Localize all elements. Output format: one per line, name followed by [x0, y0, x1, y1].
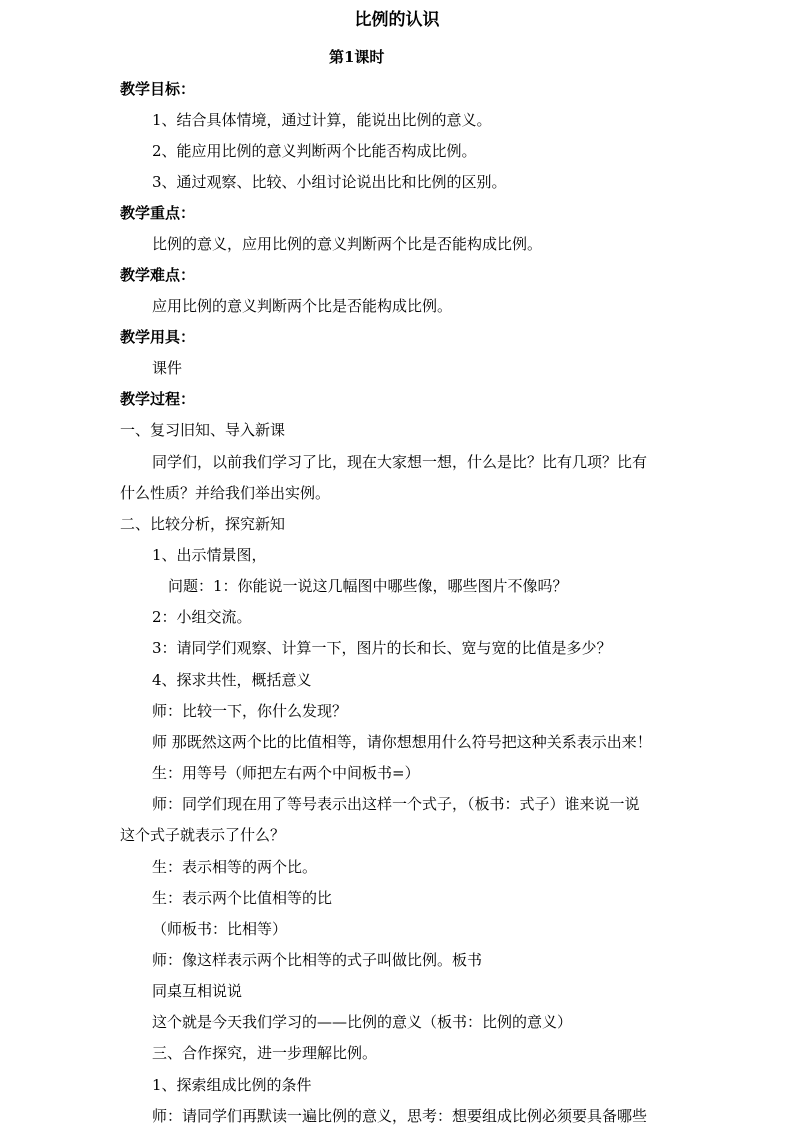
process-line: 师 那既然这两个比的比值相等，请你想想用什么符号把这种关系表示出来！	[152, 733, 652, 751]
process-line: 师：同学们现在用了等号表示出这样一个式子，（板书：式子）谁来说一说	[152, 795, 640, 813]
document-subtitle: 第1课时	[329, 48, 385, 66]
process-line: 什么性质？并给我们举出实例。	[120, 484, 331, 502]
process-line: 3：请同学们观察、计算一下，图片的长和长、宽与宽的比值是多少？	[152, 639, 612, 657]
process-line: 生：表示相等的两个比。	[152, 858, 318, 876]
process-line: 1、出示情景图，	[152, 546, 267, 564]
objectives-heading: 教学目标：	[120, 80, 196, 98]
process-line: 生：表示两个比值相等的比	[152, 889, 333, 907]
key-points-heading: 教学重点：	[120, 204, 196, 222]
process-line: （师板书：比相等）	[152, 920, 288, 938]
process-line: 二、比较分析，探究新知	[120, 515, 286, 533]
process-line: 同桌互相说说	[152, 982, 243, 1000]
document-title: 比例的认识	[354, 10, 440, 30]
process-line: 三、合作探究，进一步理解比例。	[152, 1044, 378, 1062]
objective-item: 3、通过观察、比较、小组讨论说出比和比例的区别。	[152, 173, 507, 191]
process-line: 这个式子就表示了什么？	[120, 826, 286, 844]
process-line: 同学们，以前我们学习了比，现在大家想一想，什么是比？比有几项？比有	[152, 453, 648, 471]
process-line: 师：比较一下，你什么发现？	[152, 702, 348, 720]
difficulties-heading: 教学难点：	[120, 266, 196, 284]
process-line: 1、探索组成比例的条件	[152, 1076, 312, 1094]
process-line: 这个就是今天我们学习的——比例的意义（板书：比例的意义）	[152, 1013, 573, 1031]
process-line: 4、探求共性，概括意义	[152, 671, 312, 689]
process-line: 2：小组交流。	[152, 608, 252, 626]
process-line: 生：用等号（师把左右两个中间板书=）	[152, 764, 420, 782]
process-line: 问题：1：你能说一说这几幅图中哪些像，哪些图片不像吗？	[168, 577, 568, 595]
objective-item: 1、结合具体情境，通过计算，能说出比例的意义。	[152, 111, 492, 129]
key-points-text: 比例的意义，应用比例的意义判断两个比是否能构成比例。	[152, 235, 543, 253]
process-heading: 教学过程：	[120, 390, 196, 408]
tools-text: 课件	[152, 359, 183, 377]
difficulties-text: 应用比例的意义判断两个比是否能构成比例。	[152, 297, 453, 315]
tools-heading: 教学用具：	[120, 328, 196, 346]
process-line: 师：请同学们再默读一遍比例的意义，思考：想要组成比例必须要具备哪些	[152, 1107, 648, 1125]
objective-item: 2、能应用比例的意义判断两个比能否构成比例。	[152, 142, 477, 160]
process-line: 一、复习旧知、导入新课	[120, 421, 286, 439]
process-line: 师：像这样表示两个比相等的式子叫做比例。板书	[152, 951, 483, 969]
